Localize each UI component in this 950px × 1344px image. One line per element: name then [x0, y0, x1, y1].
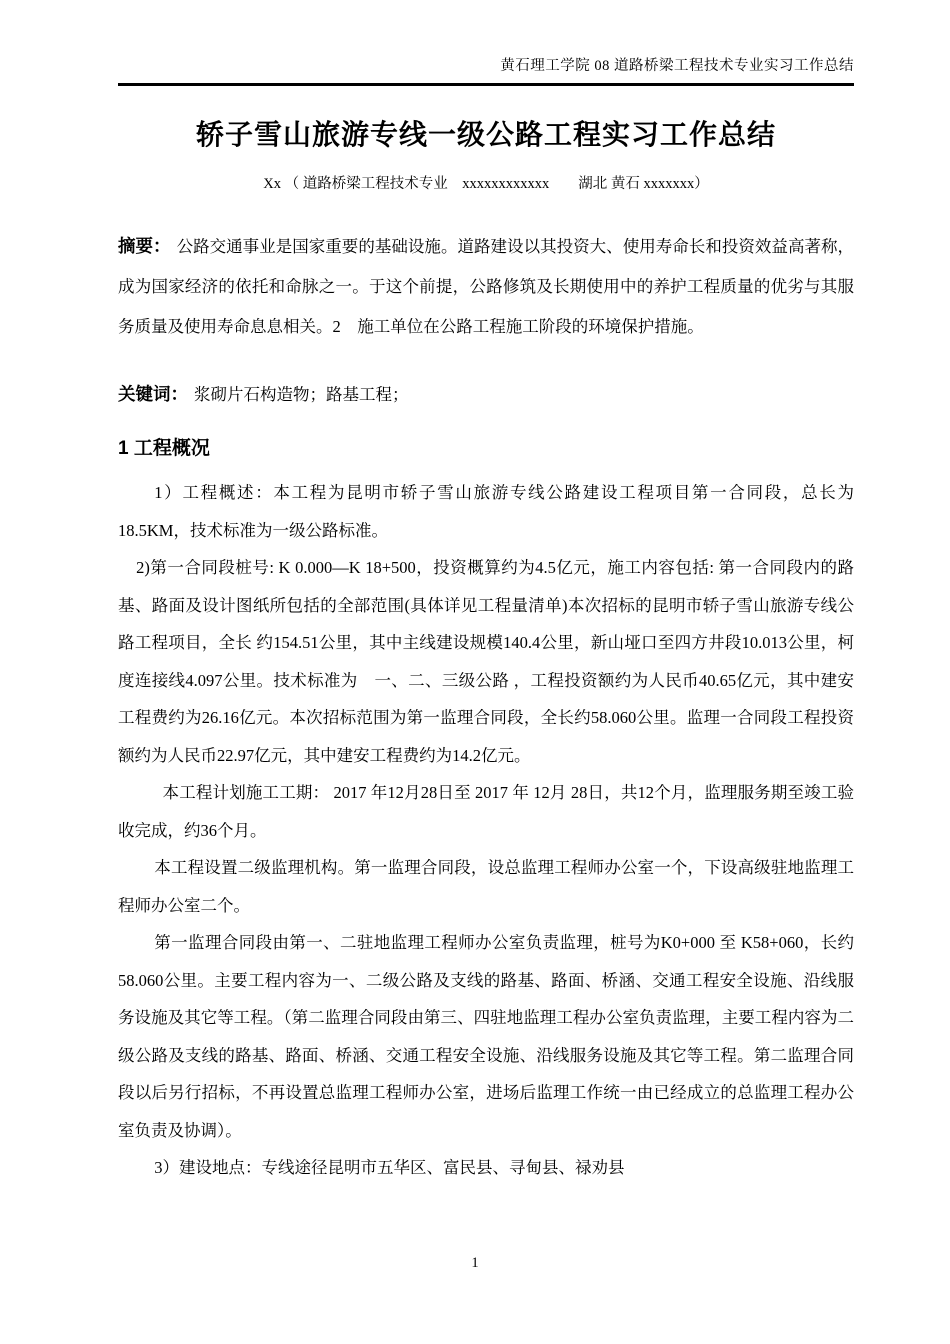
paragraph-contract-section: 2)第一合同段桩号: K 0.000—K 18+500，投资概算约为4.5亿元，施工内容包括: 第一合同段内的路基、路面及设计图纸所包括的全部范围(具体详见工程量清单)本次招标的昆明市轿子雪山旅游专线公路工程项目，全长 约154.51公里，其中主线建设规模140.4公里，新山垭口至四方井段10.013公里，柯度连接线4.097公里。技术标准为 一、二、三级公路 ，工程投资额约为人民币40.65亿元，其中建安工程费约为26.16亿元。本次招标范围为第一监理合同段，全长约58.060公里。监理一合同段工程投资额约为人民币22.97亿元，其中建安工程费约为14.2亿元。: [118, 558, 854, 765]
keywords-text: 浆砌片石构造物；路基工程；: [194, 385, 409, 404]
running-header-text: 黄石理工学院 08 道路桥梁工程技术专业实习工作总结: [500, 58, 854, 74]
document-title: 轿子雪山旅游专线一级公路工程实习工作总结: [195, 119, 776, 150]
section-heading: 1 工程概况: [118, 438, 210, 459]
paragraph-project-overview: 1）工程概述：本工程为昆明市轿子雪山旅游专线公路建设工程项目第一合同段，总长为18.5KM，技术标准为一级公路标准。: [118, 483, 854, 540]
page-header: [118, 0, 854, 86]
section-body: [118, 474, 854, 1187]
paragraph-construction-schedule: 本工程计划施工工期： 2017 年12月28日至 2017 年 12月 28日，共12个月，监理服务期至竣工验收完成，约36个月。: [118, 783, 854, 840]
paragraph-supervision-structure: 本工程设置二级监理机构。第一监理合同段，设总监理工程师办公室一个，下设高级驻地监理工程师办公室二个。: [118, 858, 854, 915]
abstract-label: 摘要：: [118, 236, 171, 256]
keywords-label: 关键词：: [118, 384, 188, 404]
page-number: 1: [471, 1255, 479, 1271]
abstract-text: 公路交通事业是国家重要的基础设施。道路建设以其投资大、使用寿命长和投资效益高著称，成为国家经济的依托和命脉之一。于这个前提，公路修筑及长期使用中的养护工程质量的优劣与其服务质量及使用寿命息息相关。2 施工单位在公路工程施工阶段的环境保护措施。: [118, 237, 855, 336]
keywords-line: [118, 381, 854, 408]
author-byline: Xx （ 道路桥梁工程技术专业 xxxxxxxxxxxx 湖北 黄石 xxxxxxx）: [263, 176, 709, 192]
abstract-paragraph: [118, 226, 854, 347]
paragraph-construction-location: 3）建设地点：专线途径昆明市五华区、富民县、寻甸县、禄劝县: [154, 1158, 625, 1177]
paragraph-supervision-contract: 第一监理合同段由第一、二驻地监理工程师办公室负责监理，桩号为K0+000 至 K58+060，长约58.060公里。主要工程内容为一、二级公路及支线的路基、路面、桥涵、交通工程安全设施、沿线服务设施及其它等工程。（第二监理合同段由第三、四驻地监理工程办公室负责监理，主要工程内容为二级公路及支线的路基、路面、桥涵、交通工程安全设施、沿线服务设施及其它等工程。第二监理合同段以后另行招标，不再设置总监理工程师办公室，进场后监理工作统一由已经成立的总监理工程办公室负责及协调）。: [118, 933, 854, 1140]
